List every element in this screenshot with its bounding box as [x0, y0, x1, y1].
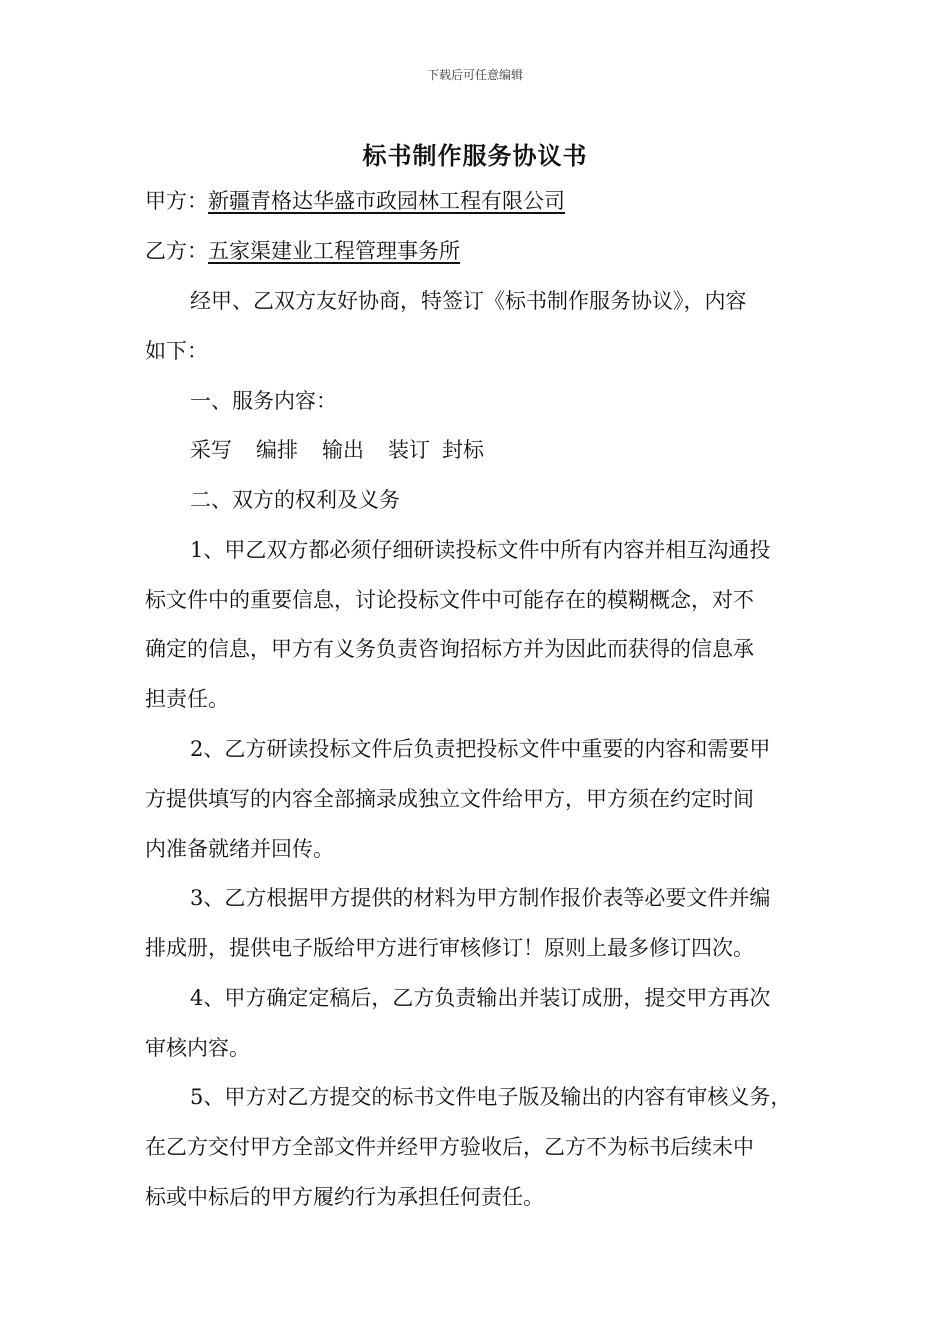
clause-line: 1、甲乙双方都必须仔细研读投标文件中所有内容并相互沟通投 — [190, 538, 771, 562]
party-a-name: 新疆青格达华盛市政园林工程有限公司 — [208, 189, 565, 213]
party-b-name: 五家渠建业工程管理事务所 — [208, 239, 460, 263]
section-heading: 一、服务内容： — [190, 389, 337, 413]
clause-line: 3、乙方根据甲方提供的材料为甲方制作报价表等必要文件并编 — [190, 886, 771, 910]
clause-line: 排成册，提供电子版给甲方进行审核修订！原则上最多修订四次。 — [145, 936, 754, 960]
clause-line: 标文件中的重要信息，讨论投标文件中可能存在的模糊概念，对不 — [145, 588, 754, 612]
party-b-label: 乙方： — [145, 239, 208, 263]
clause-line: 审核内容。 — [145, 1036, 250, 1060]
clause-line: 标或中标后的甲方履约行为承担任何责任。 — [145, 1185, 544, 1209]
clause-line: 在乙方交付甲方全部文件并经甲方验收后，乙方不为标书后续未中 — [145, 1135, 754, 1159]
party-b — [145, 236, 815, 266]
party-a-label: 甲方： — [145, 189, 208, 213]
clause-line: 内准备就绪并回传。 — [145, 837, 334, 861]
service-items — [190, 435, 860, 465]
header-note: 下载后可任意编辑 — [426, 68, 523, 82]
document-title: 标书制作服务协议书 — [362, 141, 588, 170]
clause-line: 5、甲方对乙方提交的标书文件电子版及输出的内容有审核义务， — [190, 1085, 792, 1109]
intro-line: 经甲、乙双方友好协商，特签订《标书制作服务协议》，内容 — [190, 289, 747, 313]
clause-line: 2、乙方研读投标文件后负责把投标文件中重要的内容和需要甲 — [190, 737, 771, 761]
service-item: 装订 — [388, 438, 430, 462]
service-item: 采写 — [190, 438, 232, 462]
clause-line: 担责任。 — [145, 687, 229, 711]
intro-line: 如下： — [145, 339, 208, 363]
clause-line: 方提供填写的内容全部摘录成独立文件给甲方，甲方须在约定时间 — [145, 787, 754, 811]
clause-line: 4、甲方确定定稿后，乙方负责输出并装订成册，提交甲方再次 — [190, 986, 771, 1010]
service-item: 封标 — [442, 438, 484, 462]
party-a — [145, 186, 815, 216]
service-item: 输出 — [322, 438, 364, 462]
section-heading: 二、双方的权利及义务 — [190, 488, 400, 512]
clause-line: 确定的信息，甲方有义务负责咨询招标方并为因此而获得的信息承 — [145, 637, 754, 661]
service-item: 编排 — [256, 438, 298, 462]
